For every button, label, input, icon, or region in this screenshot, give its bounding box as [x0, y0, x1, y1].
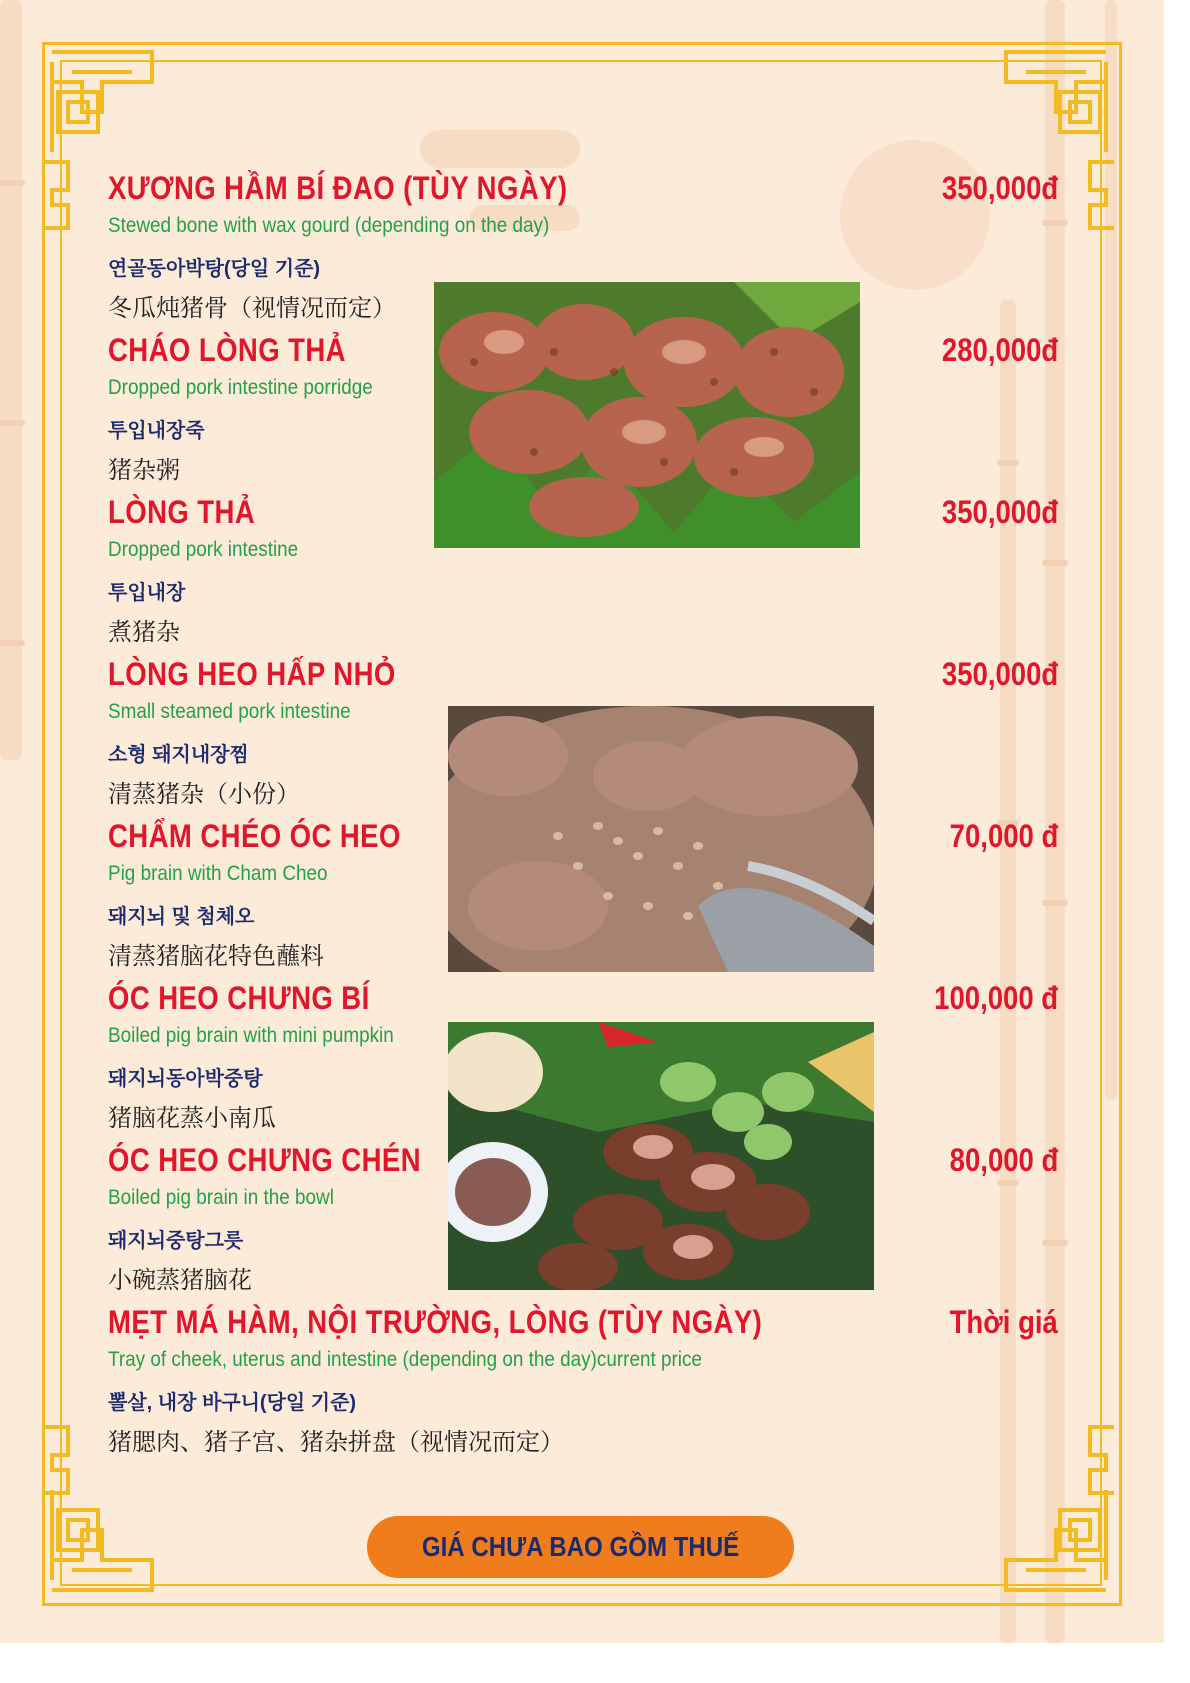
item-price: Thời giá — [949, 1304, 1058, 1340]
item-name-vietnamese: CHÁO LÒNG THẢ — [108, 332, 346, 368]
item-name-korean: 연골동아박탕(당일 기준) — [108, 258, 321, 280]
side-ornament-left-bottom — [42, 1425, 72, 1495]
item-name-vietnamese: XƯƠNG HẦM BÍ ĐAO (TÙY NGÀY) — [108, 170, 568, 206]
item-name-vietnamese: CHẨM CHÉO ÓC HEO — [108, 818, 401, 854]
menu-item — [108, 656, 1058, 818]
item-name-english: Pig brain with Cham Cheo — [108, 862, 328, 885]
side-ornament-right-top — [1086, 160, 1116, 230]
item-name-english: Dropped pork intestine porridge — [108, 376, 373, 399]
tax-note-text: GIÁ CHƯA BAO GỒM THUẾ — [421, 1531, 740, 1562]
item-name-chinese: 猪脑花蒸小南瓜 — [108, 1104, 276, 1132]
item-name-english: Tray of cheek, uterus and intestine (depending on the day)current price — [108, 1348, 702, 1371]
side-ornament-left-top — [42, 160, 72, 230]
item-name-vietnamese: LÒNG THẢ — [108, 494, 256, 530]
item-name-korean: 돼지뇌중탕그릇 — [108, 1230, 244, 1252]
item-name-chinese: 清蒸猪脑花特色蘸料 — [108, 942, 324, 970]
item-name-chinese: 小碗蒸猪脑花 — [108, 1266, 252, 1294]
item-price: 80,000 đ — [949, 1142, 1058, 1178]
item-name-vietnamese: LÒNG HEO HẤP NHỎ — [108, 656, 396, 692]
menu-item — [108, 170, 1058, 332]
item-price: 70,000 đ — [949, 818, 1058, 854]
item-price: 100,000 đ — [934, 980, 1058, 1016]
item-name-korean: 돼지뇌 및 첨체오 — [108, 906, 255, 928]
corner-ornament-top-left — [42, 42, 162, 172]
item-name-chinese: 煮猪杂 — [108, 618, 180, 646]
item-name-chinese: 冬瓜炖猪骨（视情况而定） — [108, 294, 396, 322]
item-name-vietnamese: MẸT MÁ HÀM, NỘI TRƯỜNG, LÒNG (TÙY NGÀY) — [108, 1304, 763, 1340]
corner-ornament-top-right — [996, 42, 1116, 172]
item-name-chinese: 猪腮肉、猪子宫、猪杂拼盘（视情况而定） — [108, 1428, 564, 1456]
item-name-english: Boiled pig brain with mini pumpkin — [108, 1024, 394, 1047]
item-name-english: Stewed bone with wax gourd (depending on the day) — [108, 214, 550, 237]
item-name-korean: 투입내장죽 — [108, 420, 205, 442]
item-name-vietnamese: ÓC HEO CHƯNG BÍ — [108, 980, 370, 1016]
item-price: 350,000đ — [941, 170, 1058, 206]
item-price: 280,000đ — [941, 332, 1058, 368]
tax-note-badge — [367, 1516, 794, 1578]
item-name-english: Small steamed pork intestine — [108, 700, 351, 723]
item-name-korean: 뽈살, 내장 바구니(당일 기준) — [108, 1392, 357, 1414]
item-price: 350,000đ — [941, 656, 1058, 692]
side-ornament-right-bottom — [1086, 1425, 1116, 1495]
menu-item — [108, 980, 1058, 1142]
item-name-chinese: 猪杂粥 — [108, 456, 180, 484]
menu-item — [108, 1142, 1058, 1304]
menu-item — [108, 1304, 1058, 1466]
item-name-chinese: 清蒸猪杂（小份） — [108, 780, 300, 808]
item-name-vietnamese: ÓC HEO CHƯNG CHÉN — [108, 1142, 421, 1178]
menu-item — [108, 818, 1058, 980]
item-name-korean: 소형 돼지내장찜 — [108, 744, 249, 766]
menu-list — [108, 170, 1058, 1466]
item-name-korean: 돼지뇌동아박중탕 — [108, 1068, 263, 1090]
menu-item — [108, 494, 1058, 656]
background-bamboo — [0, 0, 22, 760]
item-price: 350,000đ — [941, 494, 1058, 530]
item-name-english: Boiled pig brain in the bowl — [108, 1186, 334, 1209]
item-name-english: Dropped pork intestine — [108, 538, 299, 561]
menu-item — [108, 332, 1058, 494]
item-name-korean: 투입내장 — [108, 582, 186, 604]
